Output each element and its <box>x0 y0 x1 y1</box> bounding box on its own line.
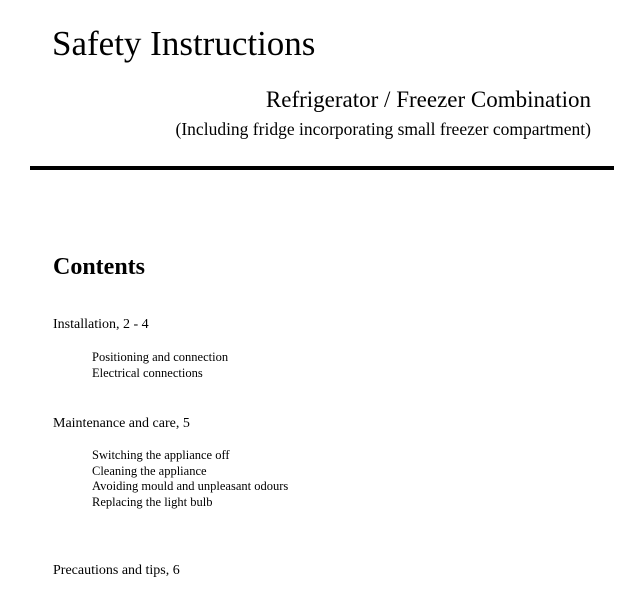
toc-section-precautions: Precautions and tips, 6 <box>53 563 180 578</box>
toc-item: Avoiding mould and unpleasant odours <box>92 479 289 493</box>
horizontal-rule <box>30 166 614 170</box>
document-subnote: (Including fridge incorporating small freezer compartment) <box>175 119 591 139</box>
toc-item: Cleaning the appliance <box>92 463 207 478</box>
toc-section-installation: Installation, 2 - 4 <box>53 317 149 332</box>
contents-heading: Contents <box>53 254 146 280</box>
toc-items-maintenance <box>92 448 288 510</box>
document-title: Safety Instructions <box>52 24 316 63</box>
toc-items-installation <box>92 350 228 381</box>
toc-item: Positioning and connection <box>92 350 229 364</box>
toc-item: Electrical connections <box>92 365 203 380</box>
toc-item: Switching the appliance off <box>92 448 230 462</box>
document-subtitle: Refrigerator / Freezer Combination <box>265 87 591 112</box>
toc-item: Replacing the light bulb <box>92 494 213 509</box>
toc-section-maintenance: Maintenance and care, 5 <box>53 416 190 431</box>
